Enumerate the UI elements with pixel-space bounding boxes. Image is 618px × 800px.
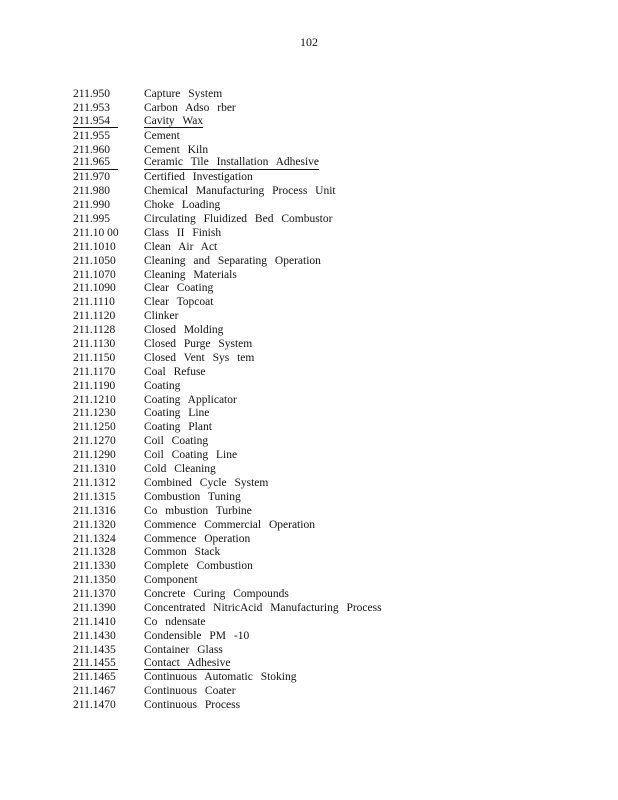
section-code: 211.1467 [73,685,116,698]
section-code: 211.1250 [73,421,116,434]
list-item [73,157,533,171]
defined-term: Choke Loading [144,199,221,212]
section-code: 211.1390 [73,601,116,614]
section-code: 211.1316 [73,504,116,517]
section-code: 211.1310 [73,463,116,476]
section-code: 211.1010 [73,240,116,253]
list-item [73,671,533,685]
defined-term: Coating Plant [144,421,212,434]
defined-term: Coil Coating Line [144,449,238,462]
list-item [73,560,533,574]
section-code: 211.960 [73,143,110,156]
defined-term: Component [144,574,198,587]
defined-term: Common Stack [144,546,221,559]
list-item [73,130,533,144]
section-code: 211.1320 [73,518,116,531]
list-item [73,588,533,602]
list-item [73,102,533,116]
list-item [73,449,533,463]
defined-term: Cleaning and Separating Operation [144,254,321,267]
section-code: 211.1150 [73,351,116,364]
list-item [73,116,533,130]
defined-term: Continuous Automatic Stoking [144,671,297,684]
list-item [73,394,533,408]
list-item [73,630,533,644]
section-code: 211.1210 [73,393,116,406]
section-code: 211.950 [73,88,110,100]
section-code: 211.1230 [73,407,116,420]
list-item [73,338,533,352]
list-item [73,199,533,213]
section-code: 211.1090 [73,282,116,295]
defined-term: Concentrated NitricAcid Manufacturing Process [144,601,382,614]
defined-term: Ceramic Tile Installation Adhesive [144,156,320,169]
list-item [73,282,533,296]
section-code: 211.1130 [73,338,116,351]
defined-term: Chemical Manufacturing Process Unit [144,185,336,198]
list-item [73,435,533,449]
defined-term: Commence Commercial Operation [144,518,315,531]
section-code: 211.1470 [73,699,116,712]
list-item [73,658,533,672]
list-item [73,380,533,394]
list-item [73,241,533,255]
list-item [73,88,533,102]
section-code: 211.1370 [73,588,116,601]
defined-term: Container Glass [144,643,223,656]
defined-term: Contact Adhesive [144,656,231,669]
defined-term: Condensible PM -10 [144,629,250,642]
defined-term: Combustion Tuning [144,490,241,503]
section-code: 211.10 00 [73,226,119,239]
defined-term: Concrete Curing Compounds [144,588,289,601]
list-item [73,505,533,519]
page-number: 102 [300,35,318,49]
section-code: 211.1324 [73,532,116,545]
defined-term: Continuous Coater [144,685,236,698]
defined-term: Carbon Adso rber [144,101,236,114]
defined-term: Closed Vent Sys tem [144,351,255,364]
defined-term: Closed Purge System [144,338,253,351]
section-code: 211.965 [73,157,118,170]
list-item [73,421,533,435]
section-code: 211.1410 [73,615,116,628]
list-item [73,533,533,547]
defined-term: Continuous Process [144,699,241,712]
list-item [73,310,533,324]
defined-term: Coating Line [144,407,210,420]
section-code: 211.1070 [73,268,116,281]
defined-term: Closed Molding [144,324,224,337]
list-item [73,352,533,366]
defined-term: Cleaning Materials [144,268,237,281]
defined-term: Coal Refuse [144,365,206,378]
definitions-list [73,88,533,713]
list-item [73,171,533,185]
list-item [73,644,533,658]
defined-term: Co mbustion Turbine [144,504,252,517]
list-item [73,213,533,227]
defined-term: Complete Combustion [144,560,253,573]
defined-term: Coil Coating [144,435,209,448]
section-code: 211.1435 [73,643,116,656]
list-item [73,227,533,241]
section-code: 211.995 [73,213,110,226]
section-code: 211.1270 [73,435,116,448]
section-code: 211.1170 [73,365,116,378]
list-item [73,269,533,283]
section-code: 211.970 [73,171,110,184]
section-code: 211.1315 [73,490,116,503]
list-item [73,699,533,713]
section-code: 211.953 [73,101,110,114]
section-code: 211.1050 [73,254,116,267]
list-item [73,477,533,491]
list-item [73,255,533,269]
defined-term: Cold Cleaning [144,463,216,476]
section-code: 211.1328 [73,546,116,559]
section-code: 211.1330 [73,560,116,573]
list-item [73,574,533,588]
defined-term: Capture System [144,88,223,100]
defined-term: Clinker [144,310,179,323]
list-item [73,463,533,477]
defined-term: Combined Cycle System [144,476,269,489]
section-code: 211.1128 [73,324,116,337]
section-code: 211.980 [73,185,110,198]
list-item [73,407,533,421]
defined-term: Clean Air Act [144,240,218,253]
defined-term: Clear Topcoat [144,296,214,309]
defined-term: Coating [144,379,181,392]
defined-term: Cement Kiln [144,143,209,156]
defined-term: Circulating Fluidized Bed Combustor [144,213,333,226]
list-item [73,185,533,199]
list-item [73,519,533,533]
section-code: 211.1120 [73,310,116,323]
list-item [73,144,533,158]
section-code: 211.954 [73,116,118,129]
section-code: 211.1430 [73,629,116,642]
list-item [73,602,533,616]
defined-term: Commence Operation [144,532,251,545]
list-item [73,546,533,560]
list-item [73,491,533,505]
section-code: 211.1110 [73,296,115,309]
section-code: 211.1350 [73,574,116,587]
list-item [73,324,533,338]
section-code: 211.955 [73,129,110,142]
section-code: 211.1190 [73,379,116,392]
defined-term: Cement [144,129,180,142]
section-code: 211.1312 [73,476,116,489]
list-item [73,685,533,699]
section-code: 211.1455 [73,658,118,671]
defined-term: Certified Investigation [144,171,253,184]
defined-term: Class II Finish [144,226,222,239]
defined-term: Clear Coating [144,282,214,295]
section-code: 211.990 [73,199,110,212]
section-code: 211.1465 [73,671,116,684]
defined-term: Cavity Wax [144,114,204,127]
list-item [73,616,533,630]
section-code: 211.1290 [73,449,116,462]
defined-term: Coating Applicator [144,393,237,406]
defined-term: Co ndensate [144,615,206,628]
list-item [73,296,533,310]
list-item [73,366,533,380]
